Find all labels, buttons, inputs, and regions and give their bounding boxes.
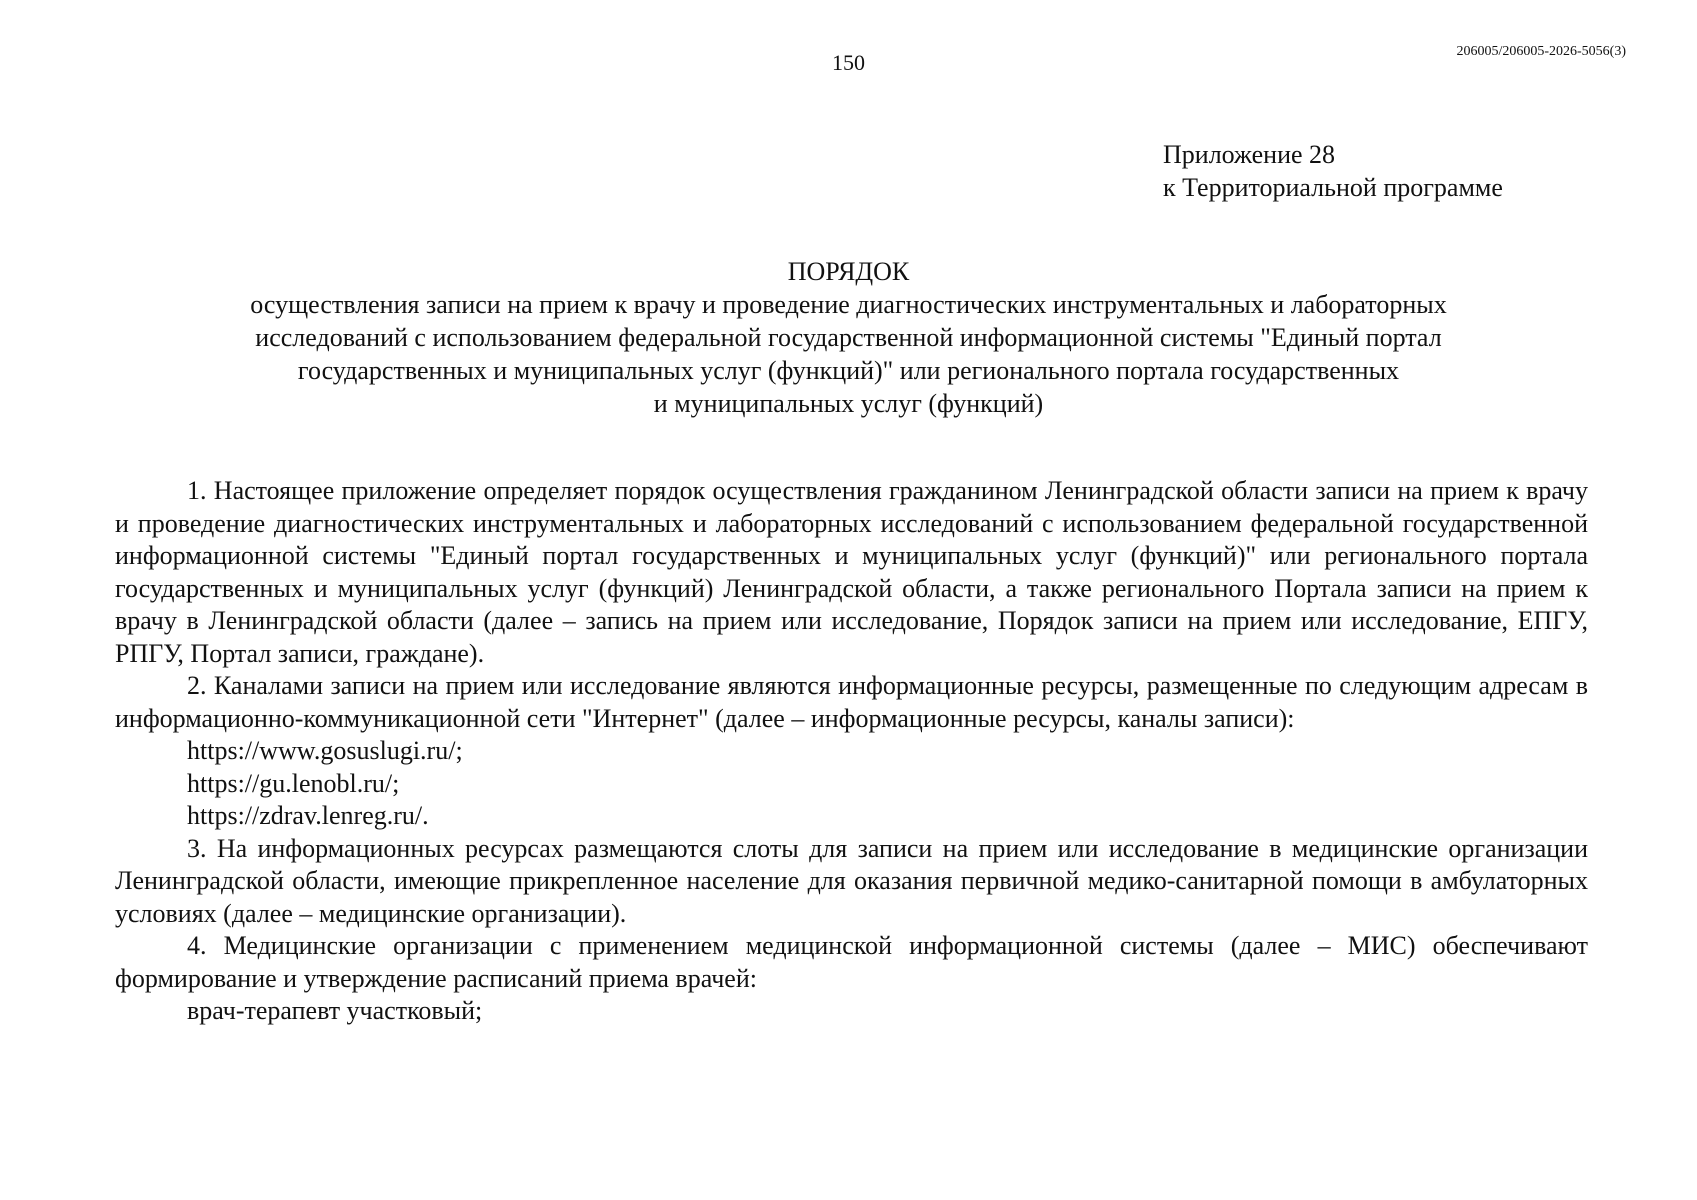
document-code: 206005/206005-2026-5056(3) xyxy=(1456,44,1626,59)
appendix-note xyxy=(1163,138,1503,204)
paragraph-3: 3. На информационных ресурсах размещаются слоты для записи на прием или исследование в медицинские организации Ленинградской области, имеющие прикрепленное население для оказания первичной медико-санитарной помощи в амбулаторных условиях (далее – медицинские организации). xyxy=(115,833,1588,928)
list-item-therapist: врач-терапевт участковый; xyxy=(187,996,483,1025)
title-line: и муниципальных услуг (функций) xyxy=(653,389,1044,418)
paragraph-4: 4. Медицинские организации с применением медицинской информационной системы (далее – МИС) обеспечивают формирование и утверждение расписаний приема врачей: xyxy=(115,931,1588,993)
title-heading: ПОРЯДОК xyxy=(787,257,910,286)
title-line: исследований с использованием федеральной государственной информационной системы "Единый портал xyxy=(255,323,1442,352)
url-zdrav-lenreg: https://zdrav.lenreg.ru/. xyxy=(187,801,429,830)
paragraph-1: 1. Настоящее приложение определяет порядок осуществления гражданином Ленинградской области записи на прием к врачу и проведение диагностических инструментальных и лабораторных исследований с использованием федеральной государственной информационной системы "Единый портал государственных и муниципальных услуг (функций)" или регионального портала государственных и муниципальных услуг (функций) Ленинградской области, а также регионального Портала записи на прием к врачу в Ленинградской области (далее – запись на прием или исследование, Порядок записи на прием или исследование, ЕПГУ, РПГУ, Портал записи, граждане). xyxy=(115,476,1588,668)
page-number: 150 xyxy=(832,50,865,75)
appendix-line-1: Приложение 28 xyxy=(1163,140,1336,169)
title-line: государственных и муниципальных услуг (функций)" или регионального портала государственных xyxy=(297,356,1400,385)
url-gu-lenobl: https://gu.lenobl.ru/; xyxy=(187,768,400,798)
url-gosuslugi: https://www.gosuslugi.ru/; xyxy=(187,736,463,765)
paragraph-2: 2. Каналами записи на прием или исследование являются информационные ресурсы, размещенные по следующим адресам в информационно-коммуникационной сети "Интернет" (далее – информационные ресурсы, каналы записи): xyxy=(115,671,1588,733)
title-line: осуществления записи на прием к врачу и проведение диагностических инструментальных и лабораторных xyxy=(250,290,1447,319)
appendix-line-2: к Территориальной программе xyxy=(1163,173,1503,202)
document-title xyxy=(0,255,1697,420)
document-body xyxy=(115,475,1588,1028)
